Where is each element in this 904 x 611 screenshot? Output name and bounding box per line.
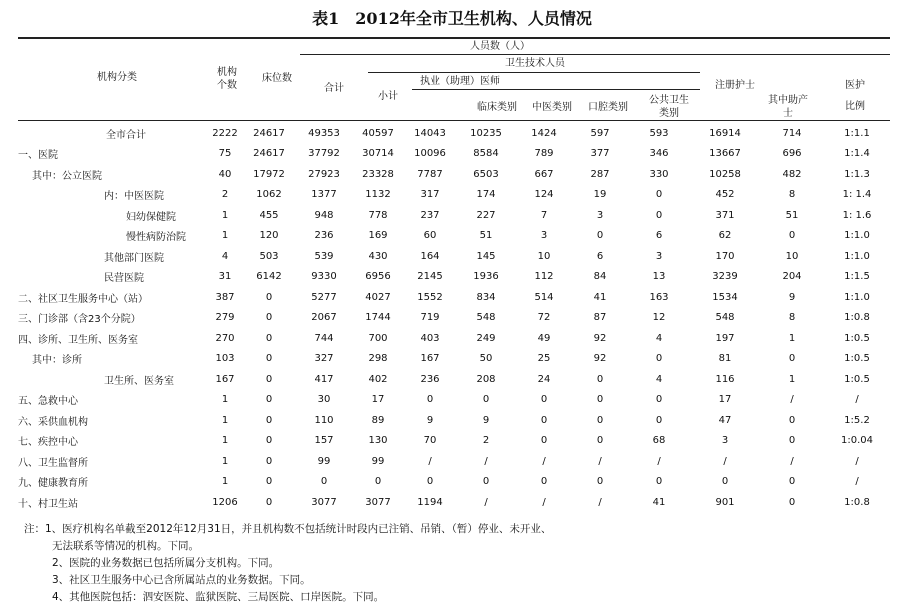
header-clinical: 临床类别 [477,102,517,113]
cell-value: 197 [715,332,735,344]
cell-value: 298 [368,353,388,365]
row-category: 卫生所、医务室 [104,375,174,387]
table-row [18,205,890,226]
cell-value: 12 [652,312,666,324]
cell-value: 3 [655,250,663,262]
cell-value: 24617 [253,127,285,139]
cell-value: 1 [221,394,229,406]
cell-value: 41 [593,291,607,303]
cell-value: 2222 [212,127,238,139]
cell-value: 9 [426,414,434,426]
cell-value: 99 [317,455,331,467]
row-category: 一、医院 [18,150,58,162]
cell-value: 4027 [365,291,391,303]
cell-value: 13667 [709,148,741,160]
cell-value: 92 [593,353,607,365]
cell-value: 696 [782,148,802,160]
cell-value: 0 [788,230,796,242]
cell-value: 0 [265,435,273,447]
header-count-line1: 机构 [217,67,237,78]
cell-value: / [790,394,794,406]
cell-value: 164 [420,250,440,262]
cell-value: 417 [314,373,334,385]
cell-value: 1:0.5 [844,332,870,344]
cell-value: 3 [721,435,729,447]
row-category: 八、卫生监督所 [18,457,88,469]
cell-value: 0 [596,373,604,385]
cell-value: 0 [721,476,729,488]
cell-value: 0 [265,414,273,426]
cell-value: 7787 [417,168,443,180]
cell-value: 0 [374,476,382,488]
cell-value: 1 [221,435,229,447]
cell-value: 112 [534,271,554,283]
cell-value: 1194 [417,496,443,508]
cell-value: 1 [221,455,229,467]
row-category: 慢性病防治院 [126,232,186,244]
cell-value: 901 [715,496,735,508]
cell-value: 49 [537,332,551,344]
cell-value: 1744 [365,312,391,324]
row-category: 全市合计 [106,129,146,141]
cell-value: 1:5.2 [844,414,870,426]
cell-value: 1 [221,209,229,221]
header-ratio-line1: 医护 [845,80,865,91]
cell-value: 87 [593,312,607,324]
cell-value: 0 [655,394,663,406]
table-row [18,123,890,144]
header-category: 机构分类 [97,72,137,83]
cell-value: 482 [782,168,802,180]
cell-value: / [855,394,859,406]
cell-value: 75 [218,148,232,160]
row-category: 民营医院 [104,273,144,285]
cell-value: 700 [368,332,388,344]
cell-value: 1:1.0 [844,291,870,303]
cell-value: / [484,496,488,508]
cell-value: 62 [718,230,732,242]
cell-value: 1062 [256,189,282,201]
cell-value: 1936 [473,271,499,283]
staff-group-rule [300,54,890,55]
cell-value: 227 [476,209,496,221]
header-nurses: 注册护士 [715,80,755,91]
row-category: 其中：公立医院 [32,170,102,182]
table-row [18,328,890,349]
cell-value: 4 [221,250,229,262]
cell-value: 402 [368,373,388,385]
cell-value: 24 [537,373,551,385]
cell-value: 92 [593,332,607,344]
cell-value: 17 [718,394,732,406]
cell-value: 3239 [712,271,738,283]
cell-value: 8 [788,312,796,324]
row-category: 二、社区卫生服务中心（站） [18,293,148,305]
cell-value: 0 [482,394,490,406]
cell-value: 116 [715,373,735,385]
cell-value: 6 [655,230,663,242]
cell-value: 1 [221,476,229,488]
cell-value: 237 [420,209,440,221]
cell-value: 593 [649,127,669,139]
table-row [18,308,890,329]
cell-value: 1 [221,414,229,426]
table-title: 表1 2012年全市卫生机构、人员情况 [312,9,592,28]
cell-value: 31 [218,271,232,283]
cell-value: 99 [371,455,385,467]
table-row [18,472,890,493]
cell-value: 0 [265,394,273,406]
cell-value: 51 [479,230,493,242]
cell-value: 157 [314,435,334,447]
header-total: 合计 [324,83,344,94]
cell-value: 1: 1.6 [842,209,872,221]
cell-value: 1:1.4 [844,148,870,160]
cell-value: 13 [652,271,666,283]
cell-value: 236 [420,373,440,385]
cell-value: 0 [788,496,796,508]
cell-value: 1: 1.4 [842,189,872,201]
cell-value: 10 [537,250,551,262]
cell-value: 0 [265,353,273,365]
footnote-1-cont: 无法联系等情况的机构。下同。 [52,540,199,552]
cell-value: 0 [265,455,273,467]
cell-value: 0 [655,353,663,365]
table-row [18,390,890,411]
footnote-3: 3、社区卫生服务中心已含所属站点的业务数据。下同。 [52,574,311,586]
cell-value: 3077 [365,496,391,508]
cell-value: 430 [368,250,388,262]
cell-value: 0 [265,373,273,385]
row-category: 三、门诊部（含23个分院） [18,314,141,326]
table-row [18,410,890,431]
cell-value: 4 [655,332,663,344]
cell-value: 1:1.3 [844,168,870,180]
cell-value: 124 [534,189,554,201]
cell-value: 1 [788,332,796,344]
header-midwife-line2: 士 [783,108,793,119]
cell-value: 163 [649,291,669,303]
cell-value: 0 [788,476,796,488]
footnote-4: 4、其他医院包括：泗安医院、监狱医院、三局医院、口岸医院。下同。 [52,591,385,603]
cell-value: 51 [785,209,799,221]
cell-value: 1206 [212,496,238,508]
table-row [18,226,890,247]
cell-value: 2 [482,435,490,447]
cell-value: 9330 [311,271,337,283]
header-bottom-rule [18,120,890,121]
cell-value: 8 [788,189,796,201]
cell-value: 0 [540,435,548,447]
cell-value: 0 [540,414,548,426]
cell-value: 236 [314,230,334,242]
header-public-health-line2: 类别 [659,108,679,119]
cell-value: 1:1.1 [844,127,870,139]
row-category: 十、村卫生站 [18,498,78,510]
cell-value: 17 [371,394,385,406]
cell-value: 0 [320,476,328,488]
cell-value: 50 [479,353,493,365]
cell-value: 1:0.5 [844,373,870,385]
cell-value: 1:1.0 [844,230,870,242]
cell-value: 81 [718,353,732,365]
cell-value: 145 [476,250,496,262]
row-category: 妇幼保健院 [126,211,176,223]
table-row [18,287,890,308]
header-public-health-line1: 公共卫生 [649,95,689,106]
cell-value: 17972 [253,168,285,180]
cell-value: 548 [476,312,496,324]
cell-value: 514 [534,291,554,303]
cell-value: 49353 [308,127,340,139]
cell-value: 40 [218,168,232,180]
header-ratio-line2: 比例 [845,101,865,112]
cell-value: 110 [314,414,334,426]
cell-value: 0 [265,496,273,508]
cell-value: 0 [788,435,796,447]
header-beds: 床位数 [262,73,292,84]
cell-value: / [598,455,602,467]
cell-value: 0 [596,435,604,447]
cell-value: 14043 [414,127,446,139]
table-row [18,267,890,288]
cell-value: / [428,455,432,467]
cell-value: 1:0.04 [841,435,873,447]
header-tech-group: 卫生技术人员 [505,58,565,69]
cell-value: 0 [788,353,796,365]
cell-value: 1:1.0 [844,250,870,262]
row-category: 七、疾控中心 [18,437,78,449]
cell-value: 72 [537,312,551,324]
cell-value: 330 [649,168,669,180]
footnote-1: 注：1、医疗机构名单截至2012年12月31日，并且机构数不包括统计时段内已注销、吊销、（暂）停业、未开业、 [24,523,552,535]
table-row [18,349,890,370]
cell-value: / [855,455,859,467]
cell-value: 68 [652,435,666,447]
header-subtotal: 小计 [378,91,398,102]
cell-value: 548 [715,312,735,324]
cell-value: 1:0.5 [844,353,870,365]
cell-value: 0 [655,476,663,488]
cell-value: 9 [788,291,796,303]
data-table [18,123,890,513]
header-midwife-line1: 其中助产 [768,95,808,106]
cell-value: 2067 [311,312,337,324]
cell-value: 1424 [531,127,557,139]
cell-value: 10235 [470,127,502,139]
cell-value: 10096 [414,148,446,160]
cell-value: 2145 [417,271,443,283]
cell-value: 778 [368,209,388,221]
table-row [18,246,890,267]
cell-value: 317 [420,189,440,201]
header-physician-group: 执业（助理）医师 [420,76,500,87]
cell-value: 667 [534,168,554,180]
cell-value: 0 [596,476,604,488]
cell-value: 0 [265,332,273,344]
cell-value: 167 [215,373,235,385]
row-category: 其中：诊所 [32,355,82,367]
cell-value: 70 [423,435,437,447]
cell-value: 0 [540,394,548,406]
cell-value: 744 [314,332,334,344]
cell-value: 6 [596,250,604,262]
header-count-line2: 个数 [217,80,237,91]
cell-value: 0 [482,476,490,488]
cell-value: 789 [534,148,554,160]
cell-value: 47 [718,414,732,426]
cell-value: 0 [596,394,604,406]
cell-value: 2 [221,189,229,201]
cell-value: 1 [221,230,229,242]
cell-value: 1377 [311,189,337,201]
table-row [18,451,890,472]
cell-value: 0 [596,230,604,242]
cell-value: 539 [314,250,334,262]
cell-value: / [855,476,859,488]
cell-value: 0 [426,476,434,488]
cell-value: 0 [265,291,273,303]
cell-value: 387 [215,291,235,303]
cell-value: 597 [590,127,610,139]
cell-value: 0 [540,476,548,488]
cell-value: / [723,455,727,467]
cell-value: 1:0.8 [844,496,870,508]
cell-value: 27923 [308,168,340,180]
footnotes [24,521,884,606]
cell-value: 103 [215,353,235,365]
cell-value: 24617 [253,148,285,160]
row-category: 六、采供血机构 [18,416,88,428]
cell-value: 40597 [362,127,394,139]
cell-value: 208 [476,373,496,385]
table-top-rule [18,37,890,39]
cell-value: 0 [655,209,663,221]
table-row [18,431,890,452]
cell-value: 10 [785,250,799,262]
cell-value: 1534 [712,291,738,303]
cell-value: 170 [715,250,735,262]
cell-value: 167 [420,353,440,365]
header-dental: 口腔类别 [588,102,628,113]
cell-value: 30 [317,394,331,406]
cell-value: 346 [649,148,669,160]
cell-value: 0 [265,312,273,324]
cell-value: 169 [368,230,388,242]
cell-value: 3077 [311,496,337,508]
table-row [18,144,890,165]
cell-value: 130 [368,435,388,447]
cell-value: 714 [782,127,802,139]
row-category: 内：中医医院 [104,191,164,203]
cell-value: 503 [259,250,279,262]
cell-value: 1132 [365,189,391,201]
cell-value: 0 [788,414,796,426]
cell-value: / [657,455,661,467]
row-category: 四、诊所、卫生所、医务室 [18,334,138,346]
cell-value: 23328 [362,168,394,180]
cell-value: 9 [482,414,490,426]
footnote-2: 2、医院的业务数据已包括所属分支机构。下同。 [52,557,280,569]
cell-value: 719 [420,312,440,324]
cell-value: 0 [655,414,663,426]
cell-value: / [598,496,602,508]
cell-value: 3 [596,209,604,221]
table-row [18,164,890,185]
row-category: 其他部门医院 [104,252,164,264]
cell-value: 0 [265,476,273,488]
cell-value: 41 [652,496,666,508]
cell-value: 120 [259,230,279,242]
cell-value: / [542,455,546,467]
cell-value: 1:1.5 [844,271,870,283]
cell-value: 0 [426,394,434,406]
physician-group-rule [412,89,700,90]
cell-value: 371 [715,209,735,221]
cell-value: 0 [655,189,663,201]
table-row [18,185,890,206]
cell-value: 377 [590,148,610,160]
cell-value: 6142 [256,271,282,283]
cell-value: 5277 [311,291,337,303]
cell-value: 452 [715,189,735,201]
cell-value: 204 [782,271,802,283]
table-row [18,369,890,390]
cell-value: 287 [590,168,610,180]
row-category: 五、急救中心 [18,396,78,408]
cell-value: 30714 [362,148,394,160]
header-staff-group: 人员数（人） [470,41,530,52]
cell-value: 10258 [709,168,741,180]
cell-value: 37792 [308,148,340,160]
cell-value: 19 [593,189,607,201]
cell-value: 270 [215,332,235,344]
cell-value: 7 [540,209,548,221]
cell-value: 834 [476,291,496,303]
cell-value: 0 [596,414,604,426]
cell-value: 1552 [417,291,443,303]
cell-value: 8584 [473,148,499,160]
cell-value: 249 [476,332,496,344]
cell-value: 6956 [365,271,391,283]
cell-value: 327 [314,353,334,365]
cell-value: 174 [476,189,496,201]
table-row [18,492,890,513]
cell-value: 403 [420,332,440,344]
cell-value: 1:0.8 [844,312,870,324]
cell-value: / [790,455,794,467]
cell-value: 3 [540,230,548,242]
row-category: 九、健康教育所 [18,478,88,490]
cell-value: / [542,496,546,508]
tech-group-rule [368,72,700,73]
cell-value: 948 [314,209,334,221]
cell-value: 1 [788,373,796,385]
cell-value: 16914 [709,127,741,139]
cell-value: 455 [259,209,279,221]
cell-value: 25 [537,353,551,365]
header-tcm: 中医类别 [532,102,572,113]
cell-value: 4 [655,373,663,385]
cell-value: 279 [215,312,235,324]
cell-value: 89 [371,414,385,426]
cell-value: / [484,455,488,467]
cell-value: 6503 [473,168,499,180]
cell-value: 84 [593,271,607,283]
cell-value: 60 [423,230,437,242]
